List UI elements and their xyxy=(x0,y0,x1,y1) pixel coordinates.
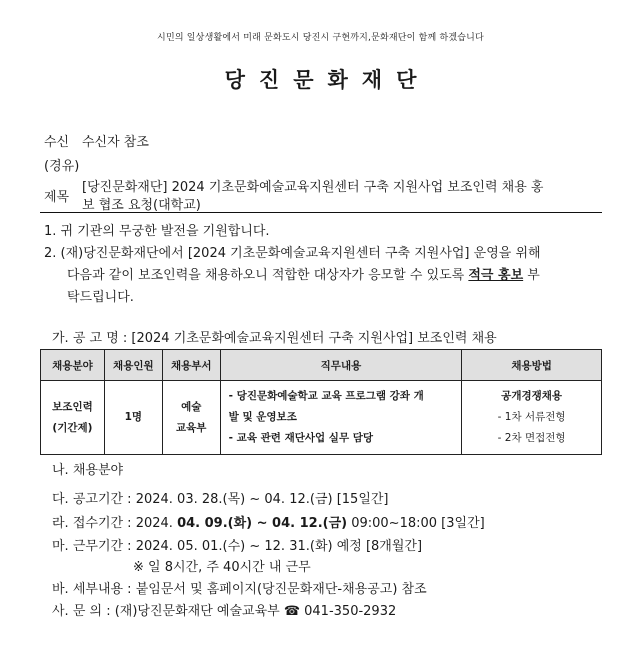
paragraph-2-line-2: 다음과 같이 보조인력을 채용하오니 적합한 대상자가 응모할 수 있도록 적극 홍보 부 xyxy=(67,268,540,283)
paragraph-1: 1. 귀 기관의 무궁한 발전을 기원합니다. xyxy=(44,224,270,239)
subject-line-2: 보 협조 요청(대학교) xyxy=(82,198,201,213)
cell-field: 보조인력 (기간제) xyxy=(41,381,105,455)
work-period: 마. 근무기간 : 2024. 05. 01.(수) ~ 12. 31.(화) 예정 [8개월간] xyxy=(52,539,423,554)
cell-duty: - 당진문화예술학교 교육 프로그램 강좌 개 발 및 운영보조 - 교육 관련 재단사업 실무 담당 xyxy=(220,381,462,455)
header-method: 채용방법 xyxy=(462,350,602,381)
header-slogan: 시민의 일상생활에서 미래 문화도시 당진시 구현까지,문화재단이 함께 하겠습니다 xyxy=(157,33,484,43)
cell-count: 1명 xyxy=(104,381,162,455)
header-duty: 직무내용 xyxy=(220,350,462,381)
header-dept: 채용부서 xyxy=(162,350,220,381)
cell-dept: 예술 교육부 xyxy=(162,381,220,455)
via-label: (경유) xyxy=(44,159,80,174)
recipient-value: 수신자 참조 xyxy=(82,135,149,150)
table-header-row xyxy=(41,350,602,381)
paragraph-2-line-3: 탁드립니다. xyxy=(67,290,134,305)
work-note: ※ 일 8시간, 주 40시간 내 근무 xyxy=(133,560,311,575)
table-row xyxy=(41,381,602,455)
notice-title: 가. 공 고 명 : [2024 기초문화예술교육지원센터 구축 지원사업] 보조인력 채용 xyxy=(52,331,497,346)
field-item: 나. 채용분야 xyxy=(52,463,124,478)
header-count: 채용인원 xyxy=(104,350,162,381)
subject-line-1: [당진문화재단] 2024 기초문화예술교육지원센터 구축 지원사업 보조인력 채용 홍 xyxy=(82,180,544,195)
paragraph-2-line-1: 2. (재)당진문화재단에서 [2024 기초문화예술교육지원센터 구축 지원사업] 운영을 위해 xyxy=(44,246,541,261)
cell-method: 공개경쟁채용 - 1차 서류전형 - 2차 면접전형 xyxy=(462,381,602,455)
announce-period: 다. 공고기간 : 2024. 03. 28.(목) ~ 04. 12.(금) [15일간] xyxy=(52,492,389,507)
recruitment-table xyxy=(40,349,602,455)
recipient-label: 수신 xyxy=(44,135,70,150)
organization-name: 당진문화재단 xyxy=(224,68,431,92)
header-field: 채용분야 xyxy=(41,350,105,381)
emphasis-text: 적극 홍보 xyxy=(468,268,524,283)
details-item: 바. 세부내용 : 붙임문서 및 홈페이지(당진문화재단-채용공고) 참조 xyxy=(52,582,427,597)
subject-label: 제목 xyxy=(44,190,70,205)
contact-item: 사. 문 의 : (재)당진문화재단 예술교육부 ☎ 041-350-2932 xyxy=(52,604,397,619)
receive-period: 라. 접수기간 : 2024. 04. 09.(화) ~ 04. 12.(금) 09:00~18:00 [3일간] xyxy=(52,516,485,531)
subject-divider xyxy=(40,212,602,213)
